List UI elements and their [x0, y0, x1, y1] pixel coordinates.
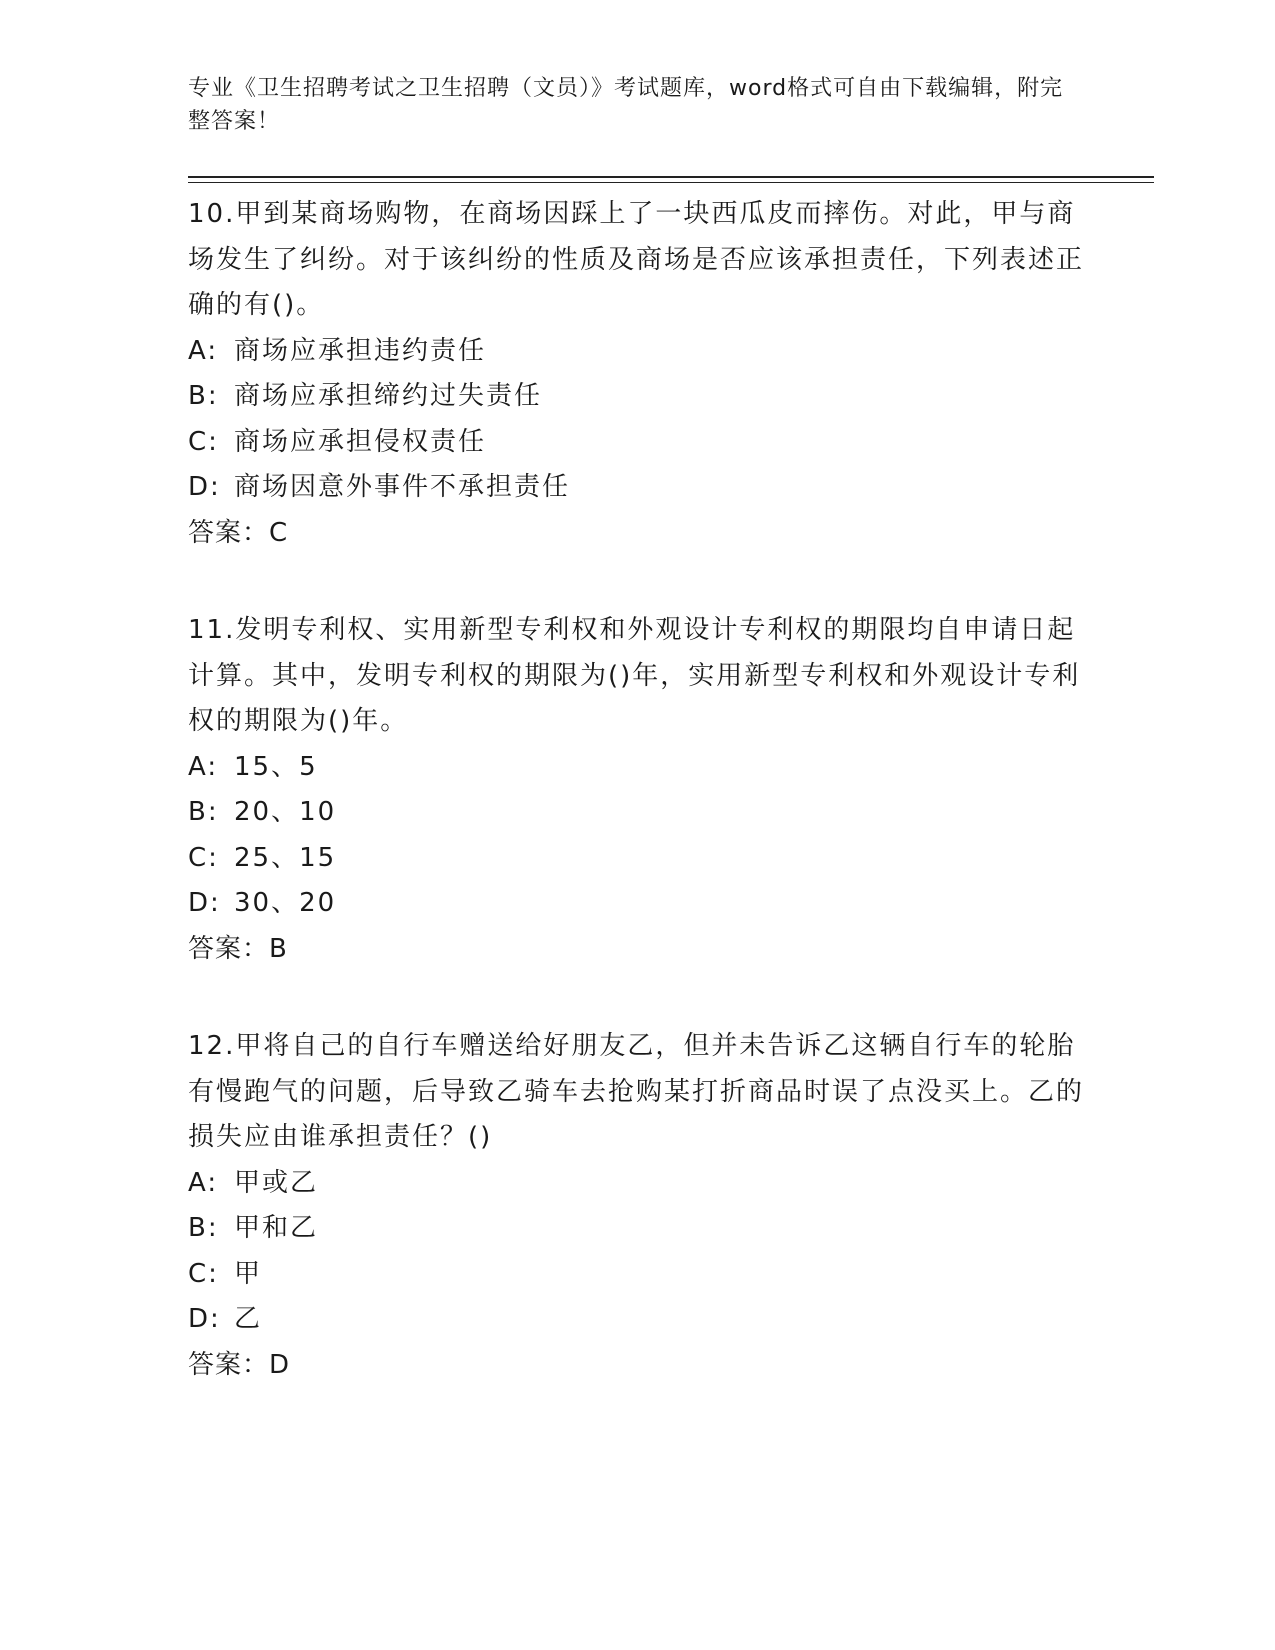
answer-line: 答案：B [188, 933, 288, 964]
option-letter: B: [188, 1213, 219, 1243]
option-text: 乙 [234, 1304, 263, 1334]
option-text: 甲和乙 [234, 1213, 319, 1243]
option-text: 商场因意外事件不承担责任 [234, 472, 571, 502]
question-12 [188, 1024, 1088, 1388]
option-c [188, 836, 1088, 882]
option-a [188, 745, 1088, 791]
option-text: 15、5 [234, 751, 318, 782]
header-divider-thin [188, 182, 1154, 183]
option-text: 商场应承担侵权责任 [234, 426, 487, 457]
option-letter: C: [188, 1258, 219, 1289]
document-header: 专业《卫生招聘考试之卫生招聘（文员）》考试题库，word格式可自由下载编辑，附完整答案！ [188, 76, 1064, 134]
option-letter: D: [188, 472, 221, 502]
option-text: 25、15 [234, 842, 337, 873]
option-c [188, 420, 1088, 466]
option-d [188, 1297, 1088, 1343]
header-divider-thick [188, 176, 1154, 178]
option-a [188, 1161, 1088, 1207]
option-letter: A: [188, 751, 219, 782]
option-text: 商场应承担缔约过失责任 [234, 381, 543, 411]
option-letter: B: [188, 797, 219, 827]
option-text: 甲或乙 [234, 1167, 319, 1198]
option-text: 甲 [234, 1258, 263, 1289]
question-stem: 10.甲到某商场购物，在商场因踩上了一块西瓜皮而摔伤。对此，甲与商场发生了纠纷。对于该纠纷的性质及商场是否应该承担责任，下列表述正确的有()。 [188, 199, 1085, 320]
option-text: 商场应承担违约责任 [234, 335, 487, 366]
question-stem: 12.甲将自己的自行车赠送给好朋友乙，但并未告诉乙这辆自行车的轮胎有慢跑气的问题，后导致乙骑车去抢购某打折商品时误了点没买上。乙的损失应由谁承担责任？() [188, 1031, 1085, 1152]
option-c [188, 1252, 1088, 1298]
option-b [188, 790, 1088, 836]
option-text: 30、20 [234, 888, 337, 918]
option-d [188, 465, 1088, 511]
option-text: 20、10 [234, 797, 337, 827]
question-11 [188, 608, 1088, 972]
question-10 [188, 192, 1088, 556]
option-letter: A: [188, 335, 219, 366]
option-b [188, 374, 1088, 420]
option-letter: D: [188, 888, 221, 918]
option-a [188, 329, 1088, 375]
option-letter: C: [188, 426, 219, 457]
question-list [188, 192, 1088, 1440]
answer-line: 答案：C [188, 517, 289, 548]
question-stem: 11.发明专利权、实用新型专利权和外观设计专利权的期限均自申请日起计算。其中，发明专利权的期限为()年，实用新型专利权和外观设计专利权的期限为()年。 [188, 615, 1081, 736]
option-b [188, 1206, 1088, 1252]
option-letter: D: [188, 1304, 221, 1334]
option-letter: A: [188, 1167, 219, 1198]
option-letter: B: [188, 381, 219, 411]
option-d [188, 881, 1088, 927]
answer-line: 答案：D [188, 1349, 291, 1380]
option-letter: C: [188, 842, 219, 873]
